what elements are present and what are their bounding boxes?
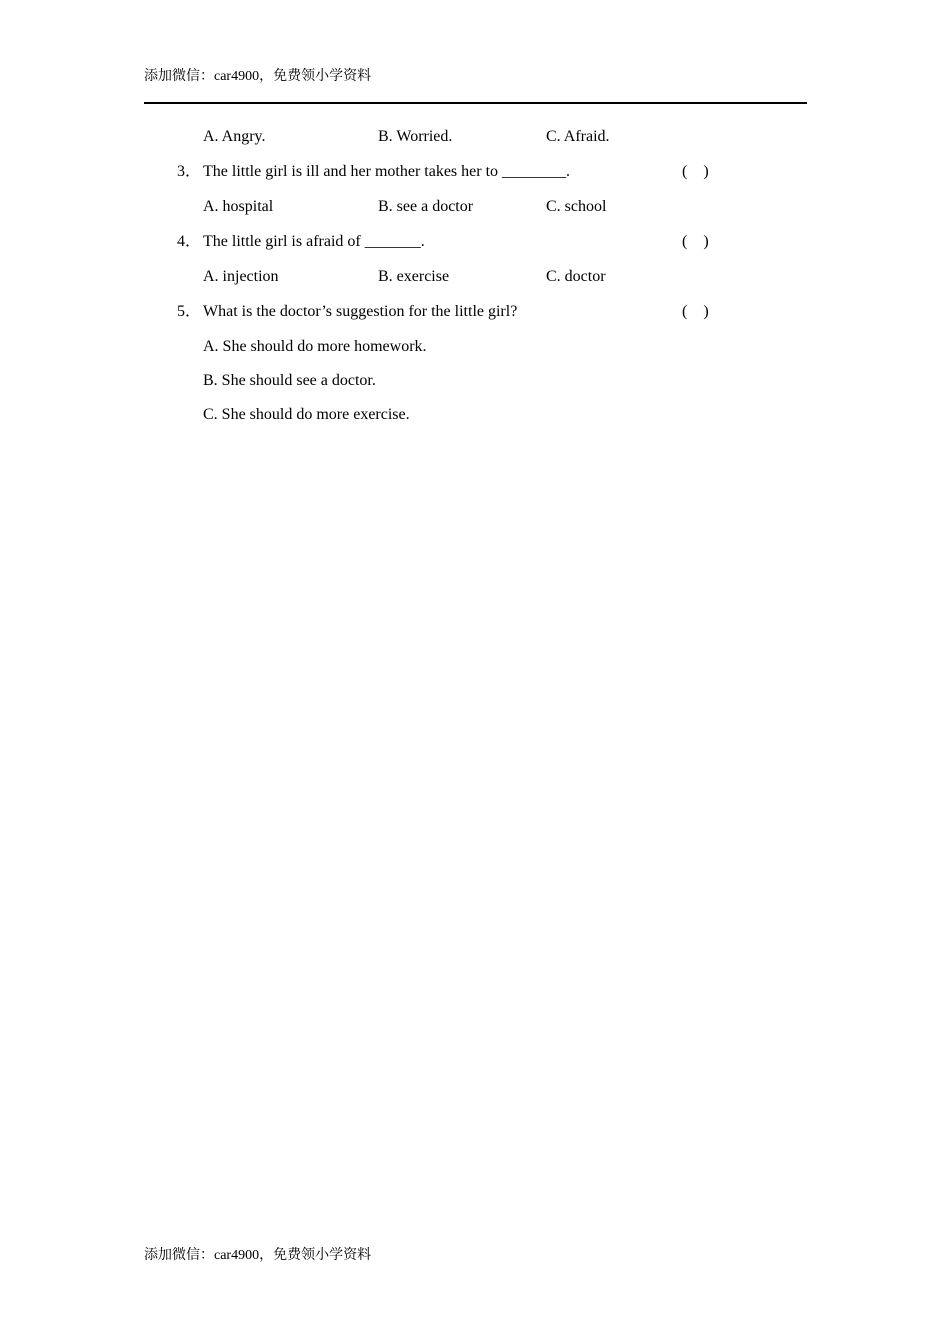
option-c: C. Afraid. [546, 128, 610, 145]
option-c: C. She should do more exercise. [203, 406, 410, 423]
option-c: C. school [546, 198, 607, 215]
question-text: What is the doctor’s suggestion for the little girl? [203, 303, 518, 320]
option-c: C. doctor [546, 268, 606, 285]
question-number: 5． [177, 303, 202, 320]
question-number: 3． [177, 163, 202, 180]
option-b: B. Worried. [378, 128, 453, 145]
option-b: B. see a doctor [378, 198, 474, 215]
option-a: A. injection [203, 268, 279, 285]
question-text: The little girl is afraid of _______. [203, 233, 425, 250]
header-divider [144, 102, 807, 104]
option-a: A. Angry. [203, 128, 266, 145]
header-text: 添加微信：car4900，免费领小学资料 [144, 69, 372, 84]
option-a: A. hospital [203, 198, 274, 215]
option-b: B. She should see a doctor. [203, 372, 376, 389]
question-text: The little girl is ill and her mother takes her to ________. [203, 163, 571, 180]
footer-text: 添加微信：car4900，免费领小学资料 [144, 1248, 372, 1263]
answer-bracket: ( ) [682, 163, 709, 180]
answer-bracket: ( ) [682, 303, 709, 320]
question-number: 4． [177, 233, 202, 250]
option-b: B. exercise [378, 268, 450, 285]
answer-bracket: ( ) [682, 233, 709, 250]
option-a: A. She should do more homework. [203, 338, 427, 355]
